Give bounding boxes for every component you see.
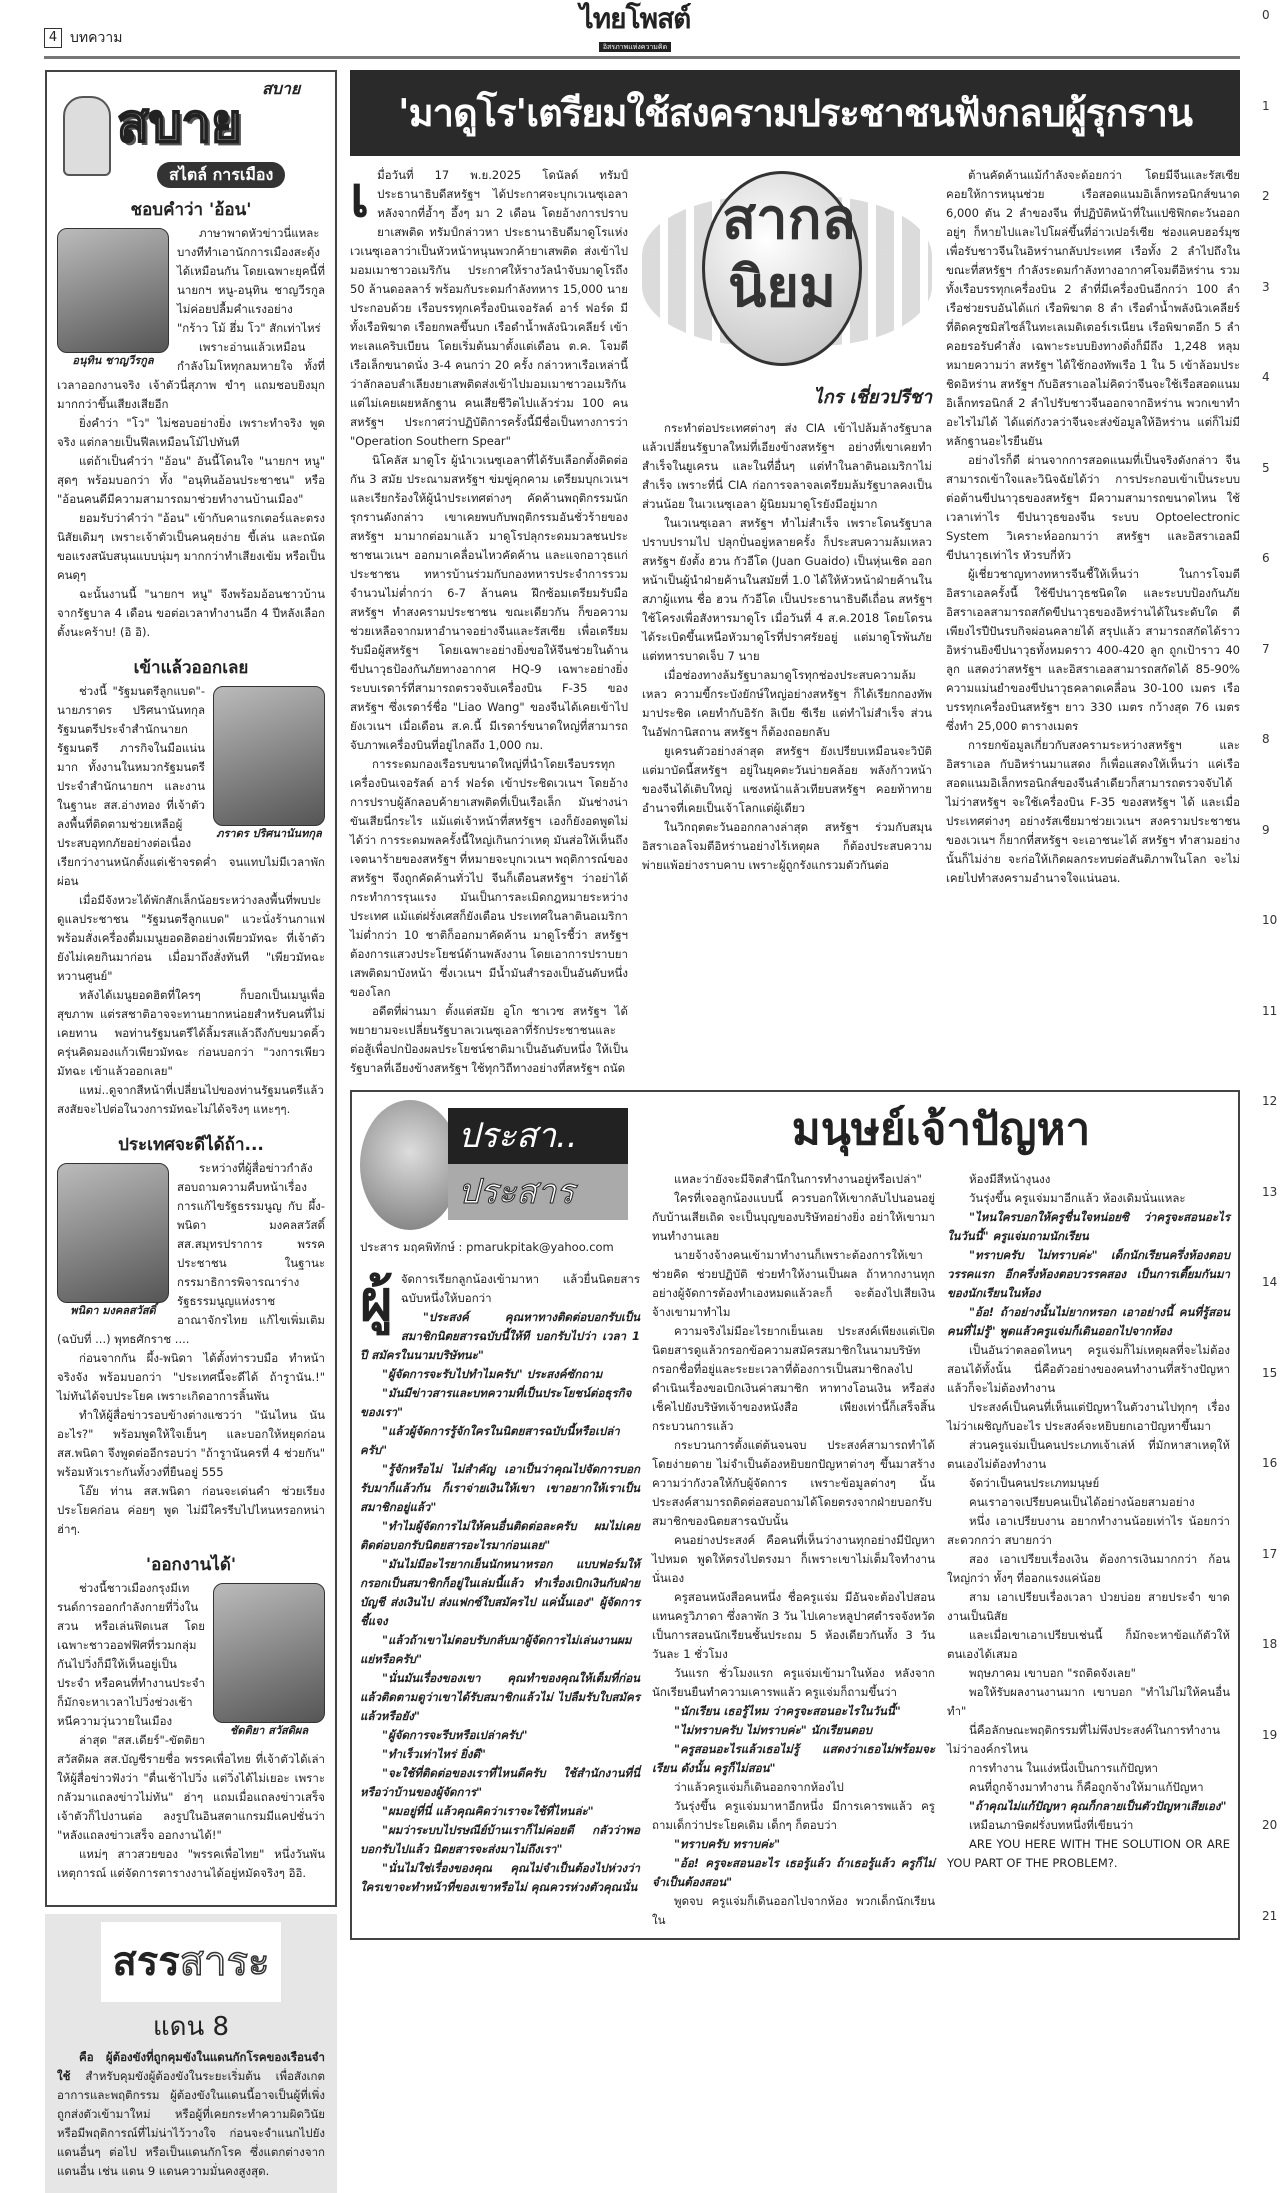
- cartoon-figure-icon: [63, 96, 111, 176]
- sara-lead: คือ ผู้ต้องขังที่ถูกคุมขังในแดนกักโรคของเรือนจำ ใช้: [57, 2050, 325, 2083]
- paragraph: "แล้วผู้จัดการรู้จักใครในนิตยสารฉบับนี้หรือเปล่าครับ": [360, 1424, 620, 1457]
- paragraph: ครูสอนหนังสือคนหนึ่ง ชื่อครูแจ่ม มีอันจะต้องไปสอนแทนครูวิภาดา ซึ่งลาพัก 3 วัน ไปเคาะหลูปาศตำรจจังหวัด เป็นการสอนนักเรียนชั้นประถม 5 ห้องเดียวกันทั้ง 3 วัน วันละ 1 ชั่วโมง: [652, 1590, 935, 1661]
- paragraph: การระดมกองเรือรบขนาดใหญ่ที่นำโดยเรือบรรทุกเครื่องบินเจอรัลด์ อาร์ ฟอร์ด เข้าประชิดเวเนฯ โดยอ้างการปราบผู้ลักลอบค้ายาเสพติดที่เป็นเรือเล็ก มันช่างน่าขันเสียนี่กระไร แม้แต่เจ้าหน้าที่สหรัฐฯ เองก็ยังอดพูดไม่ได้ว่า การระดมพลครั้งนี้ใหญ่เกินกว่าเหตุ มันส่อให้เห็นถึงเจตนาร้ายของสหรัฐฯ ที่หมายจะบุกเวเนฯ พฤติการณ์ของสหรัฐฯ จึงถูกคัดค้านทั่วไป จีนก็เตือนสหรัฐฯ ว่าอย่าได้กระทำการรุนแรง มันเป็นการละเมิดกฎหมายระหว่างประเทศ แม้แต่ฝรั่งเศสก็ยังเตือน ประเทศในลาตินอเมริกาไม่ต่ำกว่า 10 ชาติก็ออกมาคัดค้าน มาดูโรชี้ว่า สหรัฐฯ ต้องการแสวงประโยชน์ด้านพลังงาน โดยเอาการปราบยาเสพติดมาบังหน้า ซึ่งเวเนฯ มีน้ำมันสำรองเป็นอันดับหนึ่งของโลก: [350, 757, 628, 999]
- paragraph: "จะใช้ที่ติดต่อของเราที่ไหนดีครับ ใช้สำนักงานที่นี่หรือว่าบ้านของผู้จัดการ": [360, 1766, 640, 1799]
- paragraph: คนที่ถูกจ้างมาทำงาน ก็คือถูกจ้างให้มาแก้ปัญหา: [969, 1780, 1204, 1794]
- paragraph: "ผมอยู่ที่นี่ แล้วคุณคิดว่าเราจะใช้ที่ไหนล่ะ": [382, 1804, 594, 1818]
- bottom-article-box: [350, 1090, 1240, 1940]
- photo-caption: อนุทิน ชาญวีรกูล: [72, 354, 154, 367]
- paragraph: ต้านคัดค้านแม้กำลังจะด้อยกว่า โดยมีจีนและรัสเซียคอยให้การหนุนช่วย เรือสอดแนมอิเล็กทรอนิกส์ขนาด 6,000 ตัน 2 ลำของจีน ที่ปฏิบัติหน้าที่ในแปซิฟิกตะวันออก อยู่ๆ ก็หายไปและไปโผล่ขึ้นที่อ่าวเปอร์เซีย ช่องแคบฮอร์มุซ เพื่อรับชาวจีนในอิหร่านกลับประเทศ เรือทั้ง 2 ลำไปถึงในขณะที่สหรัฐฯ กำลังระดมกำลังทางอากาศโจมตีอิหร่าน รวมทั้งเรือบรรทุกเครื่องบิน 2 ลำที่มีเครื่องบินอีกกว่า 100 ลำ เรือช่วยรบอันได้แก่ เรือพิฆาต 8 ลำ เรือดำน้ำพลังนิวเคลียร์ที่ติดครูซมิสไซล์ในทะเลเมดิเตอร์เรเนียน เรือพิฆาตอีก 5 ลำคอยรอรับคำสั่ง เฉพาะระบบยิงทางดิ่งก็มีถึง 1,248 หลุม หมายความว่า สหรัฐฯ ได้ใช้กองทัพเรือ 1 ใน 5 เข้าล้อมประชิดอิหร่าน สหรัฐฯ กับอิสราเอลไม่คิดว่าจีนจะใช้เรือสอดแนมอิเล็กทรอนิกส์ 2 ลำไปรับชาวจีนออกจากอิหร่าน พวกเขาทำอะไรไม่ได้ ได้แต่กังวลว่าจีนจะส่งข้อมูลให้อิหร่าน แต่ก็ไม่มีหลักฐานอะไรยืนยัน: [946, 168, 1240, 448]
- paragraph: การยกข้อมูลเกี่ยวกับสงครามระหว่างสหรัฐฯ และอิสราเอล กับอิหร่านมาแสดง ก็เพื่อแสดงให้เห็นว่า แค่เรือสอดแนมอิเล็กทรอนิกส์ของจีนลำเดียวก็สามารถตรวจจับได้ ไม่ว่าสหรัฐฯ จะใช้เครื่องบิน F-35 ของสหรัฐฯ ได้ และเมื่อประเทศต่างๆ อย่างรัสเซียมาช่วยเวเนฯ สงครามประชาชนของเวเนฯ ก็ยากที่สหรัฐฯ จะเอาชนะได้ สหรัฐฯ ทำสามอย่างนั้นก็ไม่ง่าย จะก่อให้เกิดผลกระทบต่อสันติภาพในโลก จะไม่เคยไปทำสงครามอำนาจใจแน่นอน.: [946, 738, 1240, 885]
- paragraph: เป็นอันว่าตลอดไหนๆ ครูแจ่มก็ไม่เหตุผลที่จะไม่ต้องสอนได้ทั้งนั้น นี่คือตัวอย่างของคนทำงานที่สร้างปัญหาแล้วก็จะไม่ต้องทำงาน: [947, 1343, 1230, 1395]
- paragraph: พูดจบ ครูแจ่มก็เดินออกไปจากห้อง พวกเด็กนักเรียนใน: [652, 1894, 935, 1927]
- paragraph: "ทราบครับ ไม่ทราบค่ะ" เด็กนักเรียนครึ่งห้องตอบวรรคแรก อีกครึ่งห้องตอบวรรคสอง เป็นการเตี๊ยมกันมาของนักเรียนในห้อง: [947, 1248, 1230, 1300]
- paragraph: ว่าแล้วครูแจ่มก็เดินออกจากห้องไป: [674, 1780, 844, 1794]
- paragraph: ก่อนจากกัน ผึ้ง-พนิดา ได้ตั้งท่ารวบมือ ทำหน้าจริงจัง พร้อมบอกว่า "ประเทศนี้จะดีได้ ถ้ารูานัน.!" ไม่ทันได้จบประโยค เพราะเกิดอาการลิ้นพัน: [57, 1351, 325, 1403]
- photo-caption: พนิดา มงคลสวัสดิ์: [70, 1304, 156, 1317]
- ruler-mark: 0: [1262, 8, 1270, 22]
- logo-line-1: ประสา..: [448, 1108, 628, 1164]
- paragraph: ห้องมีสีหน้างุนงง: [969, 1172, 1051, 1186]
- logo-big-text: สบาย: [117, 94, 242, 154]
- paragraph: ภาษาพาดหัวข่าวนี่แหละ บางทีทำเอานักการเมืองสะดุ้งได้เหมือนกัน โดยเฉพาะยุคนี้ที่ นายกฯ หนู-อนุทิน ชาญวีรกูล ไม่ค่อยปลื้มคำแรงอย่าง "กร้าว โม้ ฮึ่ม โว" สักเท่าไหร่: [177, 226, 325, 335]
- ruler-mark: 6: [1262, 551, 1270, 565]
- paragraph: ในวิกฤตตะวันออกกลางล่าสุด สหรัฐฯ ร่วมกับสมุนอิสราเอลโจมตีอิหร่านอย่างไร้เหตุผล ก็ต้องประสบความพ่ายแพ้อย่างราบคาบ เพราะผู้ถูกรังแกรวมตัวกันต่อ: [642, 820, 932, 872]
- paragraph: "อ้อ! ครูจะสอนอะไร เธอรู้แล้ว ถ้าเธอรู้แล้ว ครูก็ไม่จำเป็นต้องสอน": [652, 1856, 935, 1889]
- paragraph: โอ๊ย ท่าน สส.พนิดา ก่อนจะเด่นคำ ช่วยเรียงประโยคก่อน ค่อยๆ พูด ไม่มีใครรีบไปไหนหรอกหน่า ฮ่าๆ.: [57, 1484, 325, 1536]
- main-byline: ไกร เชี่ยวปรีชา: [813, 387, 932, 408]
- gossip-title: 'ออกงานได้': [145, 1555, 237, 1575]
- paragraph: "แล้วถ้าเขาไม่ตอบรับกลับมาผู้จัดการไม่เล่นงานผมแย่หรือครับ": [360, 1633, 632, 1666]
- paragraph: "มันมีข่าวสารและบทความที่เป็นประโยชน์ต่อธุรกิจของเรา": [360, 1386, 632, 1419]
- paragraph: แต่ถ้าเป็นคำว่า "อ้อน" อันนี้โดนใจ "นายกฯ หนู" สุดๆ พร้อมบอกว่า ทั้ง "อนุทินอ้อนประชาชน" หรือ "อ้อนคนดีมีความสามารถมาช่วยทำงานบ้านเมือง": [57, 454, 325, 506]
- sara-body: สำหรับคุมขังผู้ต้องขังในระยะเริ่มต้น เพื่อสังเกตอาการและพฤติกรรม ผู้ต้องขังในแดนนี้อาจเป็นผู้ที่เพิ่งถูกส่งตัวเข้ามาใหม่ หรือผู้ที่เคยกระทำความผิดวินัย หรือมีพฤติการณ์ที่ไม่น่าไว้วางใจ ก่อนจะจำแนกไปยังแดนอื่นๆ ต่อไป หรือเป็นแดนกักโรค ซึ่งแตกต่างจากแดนอื่น เช่น แดน 9 แดนความมั่นคงสูงสุด.: [57, 2069, 325, 2178]
- main-article-col-3: [946, 166, 1240, 888]
- photo-figure: [213, 686, 325, 842]
- page-number: 4: [44, 28, 62, 48]
- paragraph: ส่วนครูแจ่มเป็นคนประเภทเจ้าเล่ห์ ที่มักหาสาเหตุให้ตนเองไม่ต้องทำงาน: [947, 1438, 1230, 1471]
- gossip-items: [57, 198, 325, 1883]
- ruler-mark: 7: [1262, 641, 1270, 656]
- paragraph: หลังได้เมนูยอดฮิตที่ใครๆ ก็บอกเป็นเมนูเพื่อสุขภาพ แต่รสชาติอาจจะทานยากหน่อยสำหรับคนที่ไม่เคยทาน พอท่านรัฐมนตรีได้ลิ้มรสแล้วถึงกับขมวดคิ้วครุ่นคิดมองแก้วเพียวมัทฉะ ก่อนบอกว่า "วงการเพียวมัทฉะ เข้าแล้วออกเลย": [57, 988, 325, 1078]
- ruler-mark: 13: [1262, 1184, 1278, 1199]
- right-column: [350, 70, 1240, 1940]
- paragraph: อดีตที่ผ่านมา ตั้งแต่สมัย อูโก ชาเวซ สหรัฐฯ ได้พยายามจะเปลี่ยนรัฐบาลเวเนซุเอลาที่รักประชาชนและต่อสู้เพื่อปกป้องผลประโยชน์ชาติมาเป็นอันดับหนึ่ง ให้เป็นรัฐบาลที่เอียงข้างสหรัฐฯ ใช้ทุกวิถีทางอย่างที่สหรัฐฯ ถนัด: [350, 1004, 628, 1075]
- paragraph: พอให้รับผลงานงานมาก เขาบอก "ทำไม่ไม่ให้คนอื่นทำ": [947, 1685, 1230, 1718]
- ruler-mark: 9: [1262, 822, 1270, 837]
- photo-caption: ภราดร ปริศนานันทกุล: [216, 827, 322, 840]
- paragraph: เหมือนภาษิตฝรั่งบทหนึ่งที่เขียนว่า: [969, 1818, 1134, 1832]
- paragraph: "ประสงค์ คุณหาทางติดต่อบอกรับเป็นสมาชิกนิตยสารฉบับนี้ให้ที บอกรับไปว่า เวลา 1 ปี สมัครในนามบริษัทนะ": [360, 1310, 640, 1362]
- paragraph: "ไม่ทราบครับ ไม่ทราบค่ะ" นักเรียนตอบ: [674, 1723, 872, 1737]
- paragraph: ฉะนั้นงานนี้ "นายกฯ หนู" จึงพร้อมอ้อนชาวบ้านจากรัฐบาล 4 เดือน ขอต่อเวลาทำงานอีก 4 ปีหลังเลือกตั้งนะคร้าบ! (อิ อิ).: [57, 587, 325, 639]
- paragraph: เมื่อช่องทางล้มรัฐบาลมาดูโรทุกช่องประสบความล้มเหลว ความขี้กระบังยักษ์ใหญ่อย่างสหรัฐฯ ก็ได้เรียกกองทัพมาประชิด เคยทำกับอิรัก ลิเบีย ซีเรีย แต่ทำไม่สำเร็จ ส่วนในอัฟกานิสถาน สหรัฐฯ ก็ต้องถอยกลับ: [642, 668, 932, 739]
- bottom-headline: มนุษย์เจ้าปัญหา: [791, 1104, 1091, 1155]
- paragraph: การทำงาน ในแง่หนึ่งเป็นการแก้ปัญหา: [969, 1761, 1158, 1775]
- paragraph: เมื่อมีจังหวะได้พักสักเล็กน้อยระหว่างลงพื้นที่พบปะดูแลประชาชน "รัฐมนตรีลูกแบด" แวะนั่งร้านกาแฟพร้อมสั่งเครื่องดื่มเมนูยอดฮิตอย่างเพียวมัทฉะ ที่เจ้าตัวยังไม่เคยกินมาก่อน เมื่อมาถึงสั่งทันที "เพียวมัทฉะหวานศูนย์": [57, 893, 325, 983]
- ruler-mark: 2: [1262, 189, 1270, 203]
- paragraph: พฤษภาคม เขาบอก "รถติดจังเลย": [969, 1666, 1136, 1680]
- portrait-photo: [57, 228, 169, 353]
- ruler-mark: 8: [1262, 732, 1270, 746]
- photo-figure: [57, 1163, 169, 1319]
- portrait-photo: [213, 686, 325, 826]
- paragraph: แหม่..ดูจากสีหน้าที่เปลี่ยนไปของท่านรัฐมนตรีแล้ว สงสัยจะไปต่อในวงการมัทฉะไม่ได้จริงๆ แหะๆๆ.: [57, 1083, 324, 1116]
- paragraph: "ทราบครับ ทราบค่ะ": [674, 1837, 781, 1851]
- paragraph: ยอมรับว่าคำว่า "อ้อน" เข้ากับคาแรกเตอร์และตรงนิสัยเดิมๆ เพราะเจ้าตัวเป็นคนคุยง่าย ขี้เล่น และถนัดขอแรงสนับสนุนแบบนุ่มๆ มากกว่าทำเสียงเข้ม หรือเป็นคนดุๆ: [57, 511, 325, 582]
- paragraph: นี่คือลักษณะพฤติกรรมที่ไม่พึงประสงค์ในการทำงานไม่ว่าองค์กรไหน: [947, 1723, 1220, 1756]
- paragraph: "ผู้จัดการจะรับไปทำไมครับ" ประสงค์ซักถาม: [382, 1367, 603, 1381]
- paragraph: ระหว่างที่ผู้สื่อข่าวกำลังสอบถามความคืบหน้าเรื่องการแก้ไขรัฐธรรมนูญ กับ ผึ้ง-พนิดา มงคลสวัสดิ์ สส.สมุทรปราการ พรรคประชาชน ในฐานะกรรมาธิการพิจารณาร่างรัฐธรรมนูญแห่งราชอาณาจักรไทย แก้ไขเพิ่มเติม (ฉบับที่ ...) พุทธศักราช ....: [57, 1161, 325, 1346]
- masthead: [560, 4, 710, 53]
- paragraph: ความจริงไม่มีอะไรยากเย็นเลย ประสงค์เพียงแต่เปิดนิตยสารดูแล้วกรอกข้อความสมัครสมาชิกในนามบริษัท กรอกชื่อที่อยู่และระยะเวลาที่ต้องการเป็นสมาชิกลงไป ดำเนินเรื่องขอเบิกเงินค่าสมาชิก หาทางโอนเงิน หรือส่งเช็คไปยังบริษัทเจ้าของหนังสือ เพียงเท่านี้ก็เสร็จสิ้นกระบวนการแล้ว: [652, 1324, 935, 1433]
- sara-logo-a: สรร: [112, 1939, 180, 1985]
- main-headline: 'มาดูโร'เตรียมใช้สงครามประชาชนฟังกลบผู้รุกราน: [350, 70, 1240, 156]
- sara-term: แดน 8: [152, 2012, 230, 2042]
- paragraph: "ไหนใครบอกให้ครูชื่นใจหน่อยซิ ว่าครูจะสอนอะไรในวันนี้" ครูแจ่มถามนักเรียน: [947, 1210, 1230, 1243]
- paragraph: หนึ่ง เอาเปรียบงาน อยากทำงานน้อยเท่าไร น้อยกว่าสะดวกกว่า สบายกว่า: [947, 1514, 1230, 1547]
- author-photo: [360, 1100, 460, 1230]
- left-column: [45, 70, 337, 2193]
- ruler-mark: 14: [1262, 1275, 1278, 1289]
- dropcap: ผู้: [360, 1269, 393, 1334]
- ruler-mark: 19: [1262, 1727, 1278, 1742]
- paragraph: "นั่นไม่ใช่เรื่องของคุณ คุณไม่จำเป็นต้องไปห่วงว่าใครเขาจะทำหน้าที่ของเขาหรือไม่ คุณควรห่วงตัวคุณนั่น: [360, 1861, 640, 1894]
- column-logo-prasa: [360, 1100, 635, 1234]
- portrait-photo: [213, 1583, 325, 1723]
- paragraph: ล่าสุด "สส.เดียร์"-ขัตติยา สวัสดิผล สส.บัญชีรายชื่อ พรรคเพื่อไทย ที่เจ้าตัวได้เล่าให้ผู้สื่อข่าวฟังว่า "ตื่นเช้าไปวิ่ง แต่วิ่งได้ไม่เยอะ เพราะกลัวมาแถลงข่าวไม่ทัน" ฮ่าๆ แถมเมื่อแถลงข่าวเสร็จเจ้าตัวก็ไปงานต่อ ลงรูปในอินสตาแกรมมีแคปชั่นว่า "หลังแถลงข่าวเสร็จ ออกงานได้!": [57, 1733, 325, 1842]
- paragraph: ช่วงนี้ชาวเมืองกรุงมีเทรนด์การออกกำลังกายที่วิ่งในสวน หรือเล่นฟิตเนส โดยเฉพาะชาวออฟฟิศที่รวมกลุ่มกันไปวิ่งก็มีให้เห็นอยู่เป็นประจำ หรือคนที่ทำงานประจำก็มักจะหาเวลาไปวิ่งช่วงเช้าหนีความวุ่นวายในเมือง: [57, 1581, 205, 1728]
- paragraph: วันแรก ชั่วโมงแรก ครูแจ่มเข้ามาในห้อง หลังจากนักเรียนยืนทำความเคารพแล้ว ครูแจ่มก็ถามขึ้นว่า: [652, 1666, 935, 1699]
- paragraph: ใครที่เจอลูกน้องแบบนี้ ควรบอกให้เขากลับไปนอนอยู่กับบ้านเสียเถิด จะเป็นบุญของบริษัทอย่างยิ่ง อย่าให้เขามาทนทำงานเลย: [652, 1191, 935, 1243]
- bottom-article-col-3: [947, 1170, 1230, 1873]
- section-name: บทความ: [70, 30, 123, 46]
- paragraph: จัดว่าเป็นคนประเภทมนุษย์: [969, 1476, 1100, 1490]
- paragraph: ยูเครนตัวอย่างล่าสุด สหรัฐฯ ยังเปรียบเหมือนจะวิบัติ แต่มาบัดนี้สหรัฐฯ อยู่ในยุคตะวันบ่ายคล้อย พลังก้าวหน้าของจีนได้เติบใหญ่ แซงหน้าแล้วเทียบสหรัฐฯ คอยท้าทายอำนาจที่เคยเป็นเจ้าโลกแต่ผู้เดียว: [642, 744, 932, 815]
- logo-pill-text: สไตล์ การเมือง: [157, 162, 285, 188]
- ruler-mark: 12: [1262, 1094, 1278, 1108]
- ruler-mark: 18: [1262, 1637, 1278, 1651]
- paragraph: นายจ้างจ้างคนเข้ามาทำงานก็เพราะต้องการให้เขาช่วยคิด ช่วยปฏิบัติ ช่วยทำให้งานเป็นผล ถ้าหากงานทุกอย่างผู้จัดการต้องทำเองหมดแล้วละก็ จะต้องไปเสียเงินจ้างเขามาทำไม: [652, 1248, 935, 1319]
- paragraph: คนอย่างประสงค์ คือคนที่เห็นว่างานทุกอย่างมีปัญหาไปหมด พูดให้ตรงไปตรงมา ก็เพราะเขาไม่เต็มใจทำงานนั่นเอง: [652, 1533, 935, 1585]
- paragraph: มื่อวันที่ 17 พ.ย.2025 โดนัลด์ ทรัมป์ ประธานาธิบดีสหรัฐฯ ได้ประกาศจะบุกเวเนซุเอลา หลังจากที่อ้ำๆ อึ้งๆ มา 2 เดือน โดยอ้างการปราบยาเสพติด ทรัมป์กล่าวหา ประธานาธิบดีมาดูโรแห่งเวเนซุเอลาว่าเป็นหัวหน้าหนุนพวกค้ายาเสพติด ส่งเข้าไปมอมเมาชาวอเมริกัน ประกาศให้รางวัลนำจับมาดูโรถึง 50 ล้านดอลลาร์ พร้อมกับระดมกำลังทหาร 15,000 นาย ประกอบด้วย เรือบรรทุกเครื่องบินเจอรัลด์ อาร์ ฟอร์ด มีทั้งเรือพิฆาต เรือยกพลขึ้นบก เรือดำน้ำพลังนิวเคลียร์ เข้าทะเลแคริบเบียน โดยเริ่มต้นมาตั้งแต่เดือน ต.ค. โจมตีเรือเล็กขนาดนั่ง 3-4 คนกว่า 20 ครั้ง กล่าวหาเรือเหล่านี้ว่าลักลอบลำเลียงยาเสพติดส่งเข้าไปมอมเมาชาวอเมริกัน แต่ไม่เคยเผยหลักฐาน คนเสียชีวิตไปแล้วร่วม 100 คน สหรัฐฯ ประกาศว่าปฏิบัติการครั้งนี้มีชื่อเป็นทางการว่า "Operation Southern Spear": [350, 168, 628, 448]
- paragraph: คนเราอาจเปรียบคนเป็นได้อย่างน้อยสามอย่าง: [969, 1495, 1195, 1509]
- paragraph: กระบวนการตั้งแต่ต้นจนจบ ประสงค์สามารถทำได้โดยง่ายดาย ไม่จำเป็นต้องหยิบยกปัญหาต่างๆ ขึ้นมาสร้างความว่ากังวลให้กับผู้จัดการ เพราะข้อมูลต่างๆ นั้น ประสงค์สามารถติดต่อสอบถามได้โดยตรงจากฝ่ายบอกรับสมาชิกของนิตยสารฉบับนั้น: [652, 1438, 935, 1528]
- paragraph: ประสงค์เป็นคนที่เห็นแต่ปัญหาในตัวงานไปทุกๆ เรื่อง ไม่ว่าเผชิญกับอะไร ประสงค์จะหยิบยกเอาปัญหาขึ้นมา: [947, 1400, 1230, 1433]
- paragraph: ผู้เชี่ยวชาญทางทหารจีนชี้ให้เห็นว่า ในการโจมตีอิสราเอลครั้งนี้ ใช้ขีปนาวุธชนิดใด และระบบป้องกันภัยอิสราเอลสามารถสกัดขีปนาวุธของอิหร่านได้ในระดับใด ดีเพียงไรปีปันรบกิจผ่อนคลายได้ สรุปแล้ว สามารถสกัดได้ราว อิหร่านยิงขีปนาวุธทั้งหมดราว 400-420 ลูก ถูกเป้าราว 40 ลูก แสดงว่าสหรัฐฯ และอิสราเอลสามารถสกัดได้ 85-90% ความแม่นยำของขีปนาวุธคลาดเคลื่อน 30-100 เมตร เรือบรรทุกเครื่องบินสหรัฐฯ ยาว 330 เมตร กว้างสุด 76 เมตร ซึ่งทำ 25,000 ตารางเมตร: [946, 567, 1240, 733]
- ruler-mark: 16: [1262, 1456, 1278, 1470]
- paragraph: "ผู้จัดการจะรีบหรือเปล่าครับ": [382, 1728, 528, 1742]
- photo-figure: [57, 228, 169, 369]
- gossip-title: ชอบคำว่า 'อ้อน': [130, 200, 252, 220]
- paragraph: กระทำต่อประเทศต่างๆ ส่ง CIA เข้าไปล้มล้างรัฐบาลแล้วเปลี่ยนรัฐบาลใหม่ที่เอียงข้างสหรัฐฯ อย่างที่เขาเคยทำสำเร็จในยูเครน และในที่อื่นๆ แต่ทำในลาตินอเมริกาไม่สำเร็จ เพราะที่นี่ CIA ก่อการจลาจลเตรียมล้มรัฐบาลคงเป็นส่วนน้อย ในเวเนซุเอลา ผู้นิยมมาดูโรยังมีอยู่มาก: [642, 421, 932, 511]
- paragraph: "ครูสอนอะไรแล้วเธอไม่รู้ แสดงว่าเธอไม่พร้อมจะเรียน ดังนั้น ครูก็ไม่สอน": [652, 1742, 935, 1775]
- paragraph: ยิ่งคำว่า "โว" ไม่ชอบอย่างยิ่ง เพราะทำจริง พูดจริง แต่กลายเป็นฟีลเหมือนโม้ไปทันที: [57, 416, 325, 449]
- paragraph: จัดการเรียกลูกน้องเข้ามาหา แล้วยื่นนิตยสารฉบับหนึ่งให้บอกว่า: [400, 1272, 640, 1305]
- page-body: [45, 70, 1240, 2193]
- bottom-article-col-1: [360, 1100, 640, 1897]
- header-rule: [44, 56, 1240, 59]
- column-logo-sakon-niyom: [642, 166, 932, 381]
- paragraph: ARE YOU HERE WITH THE SOLUTION OR ARE YOU PART OF THE PROBLEM?.: [947, 1837, 1230, 1870]
- paragraph: สอง เอาเปรียบเรื่องเงิน ต้องการเงินมากกว่า ก้อนใหญ่กว่า ทั้งๆ ที่ออกแรงแค่น้อย: [947, 1552, 1230, 1585]
- portrait-photo: [57, 1163, 169, 1303]
- sara-logo: [101, 1922, 281, 2002]
- paragraph: "นั่นมันเรื่องของเขา คุณทำของคุณให้เต็มที่ก่อน แล้วติดตามดูว่าเขาได้รับสมาชิกแล้วไม่ ไปลืมรับใบสมัครแล้วหรือยัง": [360, 1671, 640, 1723]
- gossip-title: ประเทศจะดีได้ถ้า...: [118, 1135, 264, 1155]
- paragraph: นิโคลัส มาดูโร ผู้นำเวเนซุเอลาที่ได้รับเลือกตั้งติดต่อกัน 3 สมัย ประณามสหรัฐฯ ข่มขู่คุกคาม เตรียมบุกเวเนฯ และเรียกร้องให้ผู้นำประเทศต่างๆ คัดค้านพฤติกรรมนักรุกรานดังกล่าว เขาเคยพบกับพฤติกรรมอันชั่วร้ายของสหรัฐฯ มามากต่อมาแล้ว มาดูโรปลุกระดมมวลชนประชาชนเวเนฯ ออกมาเคลื่อนไหวคัดค้าน และแจกอาวุธแก่ประชาชน ทหารบ้านร่วมกับกองทหารประจำการรวมจำนวนไม่ต่ำกว่า 6-7 ล้านคน ฝึกซ้อมเตรียมรับมือสหรัฐฯ ทำสงครามประชาชน ขณะเดียวกัน ก็ขอความช่วยเหลือจากมหาอำนาจอย่างจีนและรัสเซีย เพื่อเตรียมรับมือผู้สหรัฐฯ โดยเฉพาะอย่างยิ่งขอให้จีนช่วยในด้านขีปนาวุธป้องกันภัยทางอากาศ HQ-9 เฉพาะอย่างยิ่งระบบเรดาร์ที่สามารถตรวจจับเครื่องบิน F-35 ของสหรัฐฯ ซึ่งเรดาร์ชื่อ "Liao Wang" ของจีนได้เคยเข้าไปยังเวเนฯ เมื่อเดือน ส.ค.นี้ มีเรดาร์ขนาดใหญ่ที่สามารถจับภาพเครื่องบินที่อยู่ไกลถึง 1,000 กม.: [350, 453, 628, 752]
- paragraph: "อ้อ! ถ้าอย่างนั้นไม่ยากหรอก เอาอย่างนี้ คนที่รู้สอนคนที่ไม่รู้" พูดแล้วครูแจ่มก็เดินออกไปจากห้อง: [947, 1305, 1230, 1338]
- ruler-mark: 15: [1262, 1365, 1278, 1380]
- sara-logo-b: สาระ: [179, 1939, 270, 1985]
- sara-box: [45, 1914, 337, 2193]
- logo-line-2: ประสาร: [448, 1164, 628, 1220]
- logo-small-text: สบาย: [262, 79, 301, 98]
- photo-figure: [213, 1583, 325, 1739]
- paragraph: "รู้จักหรือไม่ ไม่สำคัญ เอาเป็นว่าคุณไปจัดการบอกรับมาก็แล้วกัน ก็เราจ่ายเงินให้เขา เขาอยากให้เราเป็นสมาชิกอยู่แล้ว": [360, 1462, 640, 1514]
- paragraph: แหละว่ายังจะมีจิตสำนึกในการทำงานอยู่หรือเปล่า": [674, 1172, 922, 1186]
- ruler-mark: 10: [1262, 913, 1278, 927]
- author-email: ประสาร มฤคพิทักษ์ : pmarukpitak@yahoo.com: [360, 1240, 614, 1254]
- gossip-item: [57, 198, 325, 642]
- masthead-tagline: อิสรภาพแห่งความคิด: [599, 42, 671, 52]
- bottom-article-col-2: [652, 1170, 935, 1930]
- paragraph: ช่วงนี้ "รัฐมนตรีลูกแบด"-นายภราดร ปริศนานันทกุล รัฐมนตรีประจำสำนักนายกรัฐมนตรี ภารกิจในมือแน่นมาก ทั้งงานในหมวกรัฐมนตรีประจำสำนักนายกฯ และงานในฐานะ สส.อ่างทอง ที่เจ้าตัวลงพื้นที่ติดตามช่วยเหลือผู้ประสบอุทกภัยอย่างต่อเนื่อง เรียกว่างานหนักตั้งแต่เช้าจรดค่ำ จนแทบไม่มีเวลาพักผ่อน: [57, 684, 325, 888]
- column-logo-text: สากล นิยม: [722, 187, 856, 320]
- ruler-mark: 5: [1262, 460, 1270, 475]
- ruler-mark: 1: [1262, 98, 1270, 113]
- paragraph: "ทำไมผู้จัดการไม่ให้คนอื่นติดต่อละครับ ผมไม่เคยติดต่อบอกรับนิตยสารอะไรมาก่อนเลย": [360, 1519, 640, 1552]
- paragraph: วันรุ่งขึ้น ครูแจ่มมาหาอีกหนึ่ง มีการเคารพแล้ว ครูถามเด็กว่าประโยคเดิม เด็กๆ ก็ตอบว่า: [652, 1799, 935, 1832]
- ruler-mark: 11: [1262, 1003, 1278, 1018]
- ruler-mark: 3: [1262, 279, 1270, 294]
- gossip-column: [45, 70, 337, 1907]
- ruler-mark: 17: [1262, 1546, 1278, 1561]
- paragraph: "ทำเร็วเท่าไหร่ ยิ่งดี": [382, 1747, 486, 1761]
- gossip-item: [57, 656, 325, 1119]
- paragraph: ทำให้ผู้สื่อข่าวรอบข้างต่างแซวว่า "นันไหน นันอะไร?" พร้อมพูดให้ใจเย็นๆ และบอกให้หยุดก่อน สส.พนิดา จึงพูดต่ออีกรอบว่า "ถ้ารูานันครที่ 4 ช่วยกัน" พร้อมหัวเราะกันทั้งวงที่ยืนอยู่ 555: [57, 1408, 325, 1479]
- paragraph: เพราะอ่านแล้วเหมือนกำลังโมโหทุกลมหายใจ ทั้งที่เวลาออกงานจริง เจ้าตัวนี่สุภาพ ขำๆ แถมชอบยิงมุกมากกว่าขึ้นเสียงเสียอีก: [57, 340, 325, 411]
- paragraph: "นักเรียน เธอรู้ไหม ว่าครูจะสอนอะไรในวันนี้": [674, 1704, 901, 1718]
- paragraph: สาม เอาเปรียบเรื่องเวลา ป่วยบ่อย สายประจำ ขาดงานเป็นนิสัย: [947, 1590, 1230, 1623]
- main-article-col-1: [350, 166, 628, 1078]
- photo-caption: ชัดติยา สวัสดิผล: [229, 1724, 309, 1737]
- ruler-mark: 21: [1262, 1908, 1278, 1923]
- paragraph: วันรุ่งขึ้น ครูแจ่มมาอีกแล้ว ห้องเดิมนั่นแหละ: [969, 1191, 1186, 1205]
- paragraph: แหม่ๆ สาวสวยของ "พรรคเพื่อไทย" หนึ่งวันพันเหตุการณ์ แต่จัดการตารางงานได้อยู่หมัดจริงๆ อิอิ.: [57, 1847, 325, 1880]
- column-logo-sabai: [57, 80, 325, 192]
- gossip-title: เข้าแล้วออกเลย: [133, 658, 249, 678]
- paragraph: "มันไม่มีอะไรยากเย็นนักหนาหรอก แบบฟอร์มให้กรอกเป็นสมาชิกก็อยู่ในเล่มนี้แล้ว ทำเรื่องเบิกเงินกับฝ่ายบัญชี ส่งเงินไป ส่งแฟกซ์ใบสมัครไป แค่นั้นเอง" ผู้จัดการชี้แจง: [360, 1557, 640, 1628]
- paragraph: และเมื่อเขาเอาเปรียบเช่นนี้ ก็มักจะหาข้อแก้ตัวให้ตนเองได้เสมอ: [947, 1628, 1230, 1661]
- ruler-mark: 4: [1262, 370, 1270, 384]
- ruler-mark: 20: [1262, 1818, 1278, 1832]
- dropcap: เ: [350, 165, 370, 230]
- masthead-logo: ไทยโพสต์: [579, 3, 691, 34]
- paragraph: อย่างไรก็ดี ผ่านจากการสอดแนมที่เป็นจริงดังกล่าว จีนสามารถเข้าใจและวินิจฉัยได้ว่า การประกอบเข้าเป็นระบบต่อต้านขีปนาวุธของสหรัฐฯ มีความสามารถขนาดไหน ใช้เวลาเท่าไร ขีปนาวุธของจีน ระบบ Optoelectronic System วิเคราะห์ออกมาว่า สหรัฐฯ และอิสราเอลมีขีปนาวุธเท่าไร หัวรบกี่หัว: [946, 453, 1240, 562]
- gossip-item: [57, 1133, 325, 1539]
- gossip-item: [57, 1553, 325, 1883]
- main-article-col-2: [642, 166, 932, 875]
- paragraph: ในเวเนซุเอลา สหรัฐฯ ทำไม่สำเร็จ เพราะโดนรัฐบาลปราบปรามไป ปลุกปั่นอยู่หลายครั้ง ก็ประสบความล้มเหลว สหรัฐฯ ยังตั้ง ฮวน กัวอีโด (Juan Guaido) เป็นหุ่นเชิด ออกหน้าเป็นผู้นำฝ่ายค้านในสมัยที่ 1.0 ได้ให้หัวหน้าฝ่ายค้านในสภาผู้แทน ชื่อ ฮวน กัวอีโด เป็นประธานาธิบดีเถื่อน สหรัฐฯ ใช้โครงเพื่อสังหารมาดูโร เมื่อวันที่ 4 ส.ค.2018 โดยโดรนได้ระเบิดขึ้นเหนือหัวมาดูโรที่ปราศรัยอยู่ แต่มาดูโรพ้นภัย แต่ทหารบาดเจ็บ 7 นาย: [642, 516, 932, 663]
- paragraph: "ผมว่าระบบไปรษณีย์บ้านเราก็ไม่ค่อยดี กลัวว่าพอบอกรับไปแล้ว นิตยสารจะส่งมาไม่ถึงเรา": [360, 1823, 640, 1856]
- main-article: [350, 166, 1240, 1078]
- paragraph: "ถ้าคุณไม่แก้ปัญหา คุณก็กลายเป็นตัวปัญหาเสียเอง": [969, 1799, 1227, 1813]
- sara-definition: [57, 2048, 325, 2181]
